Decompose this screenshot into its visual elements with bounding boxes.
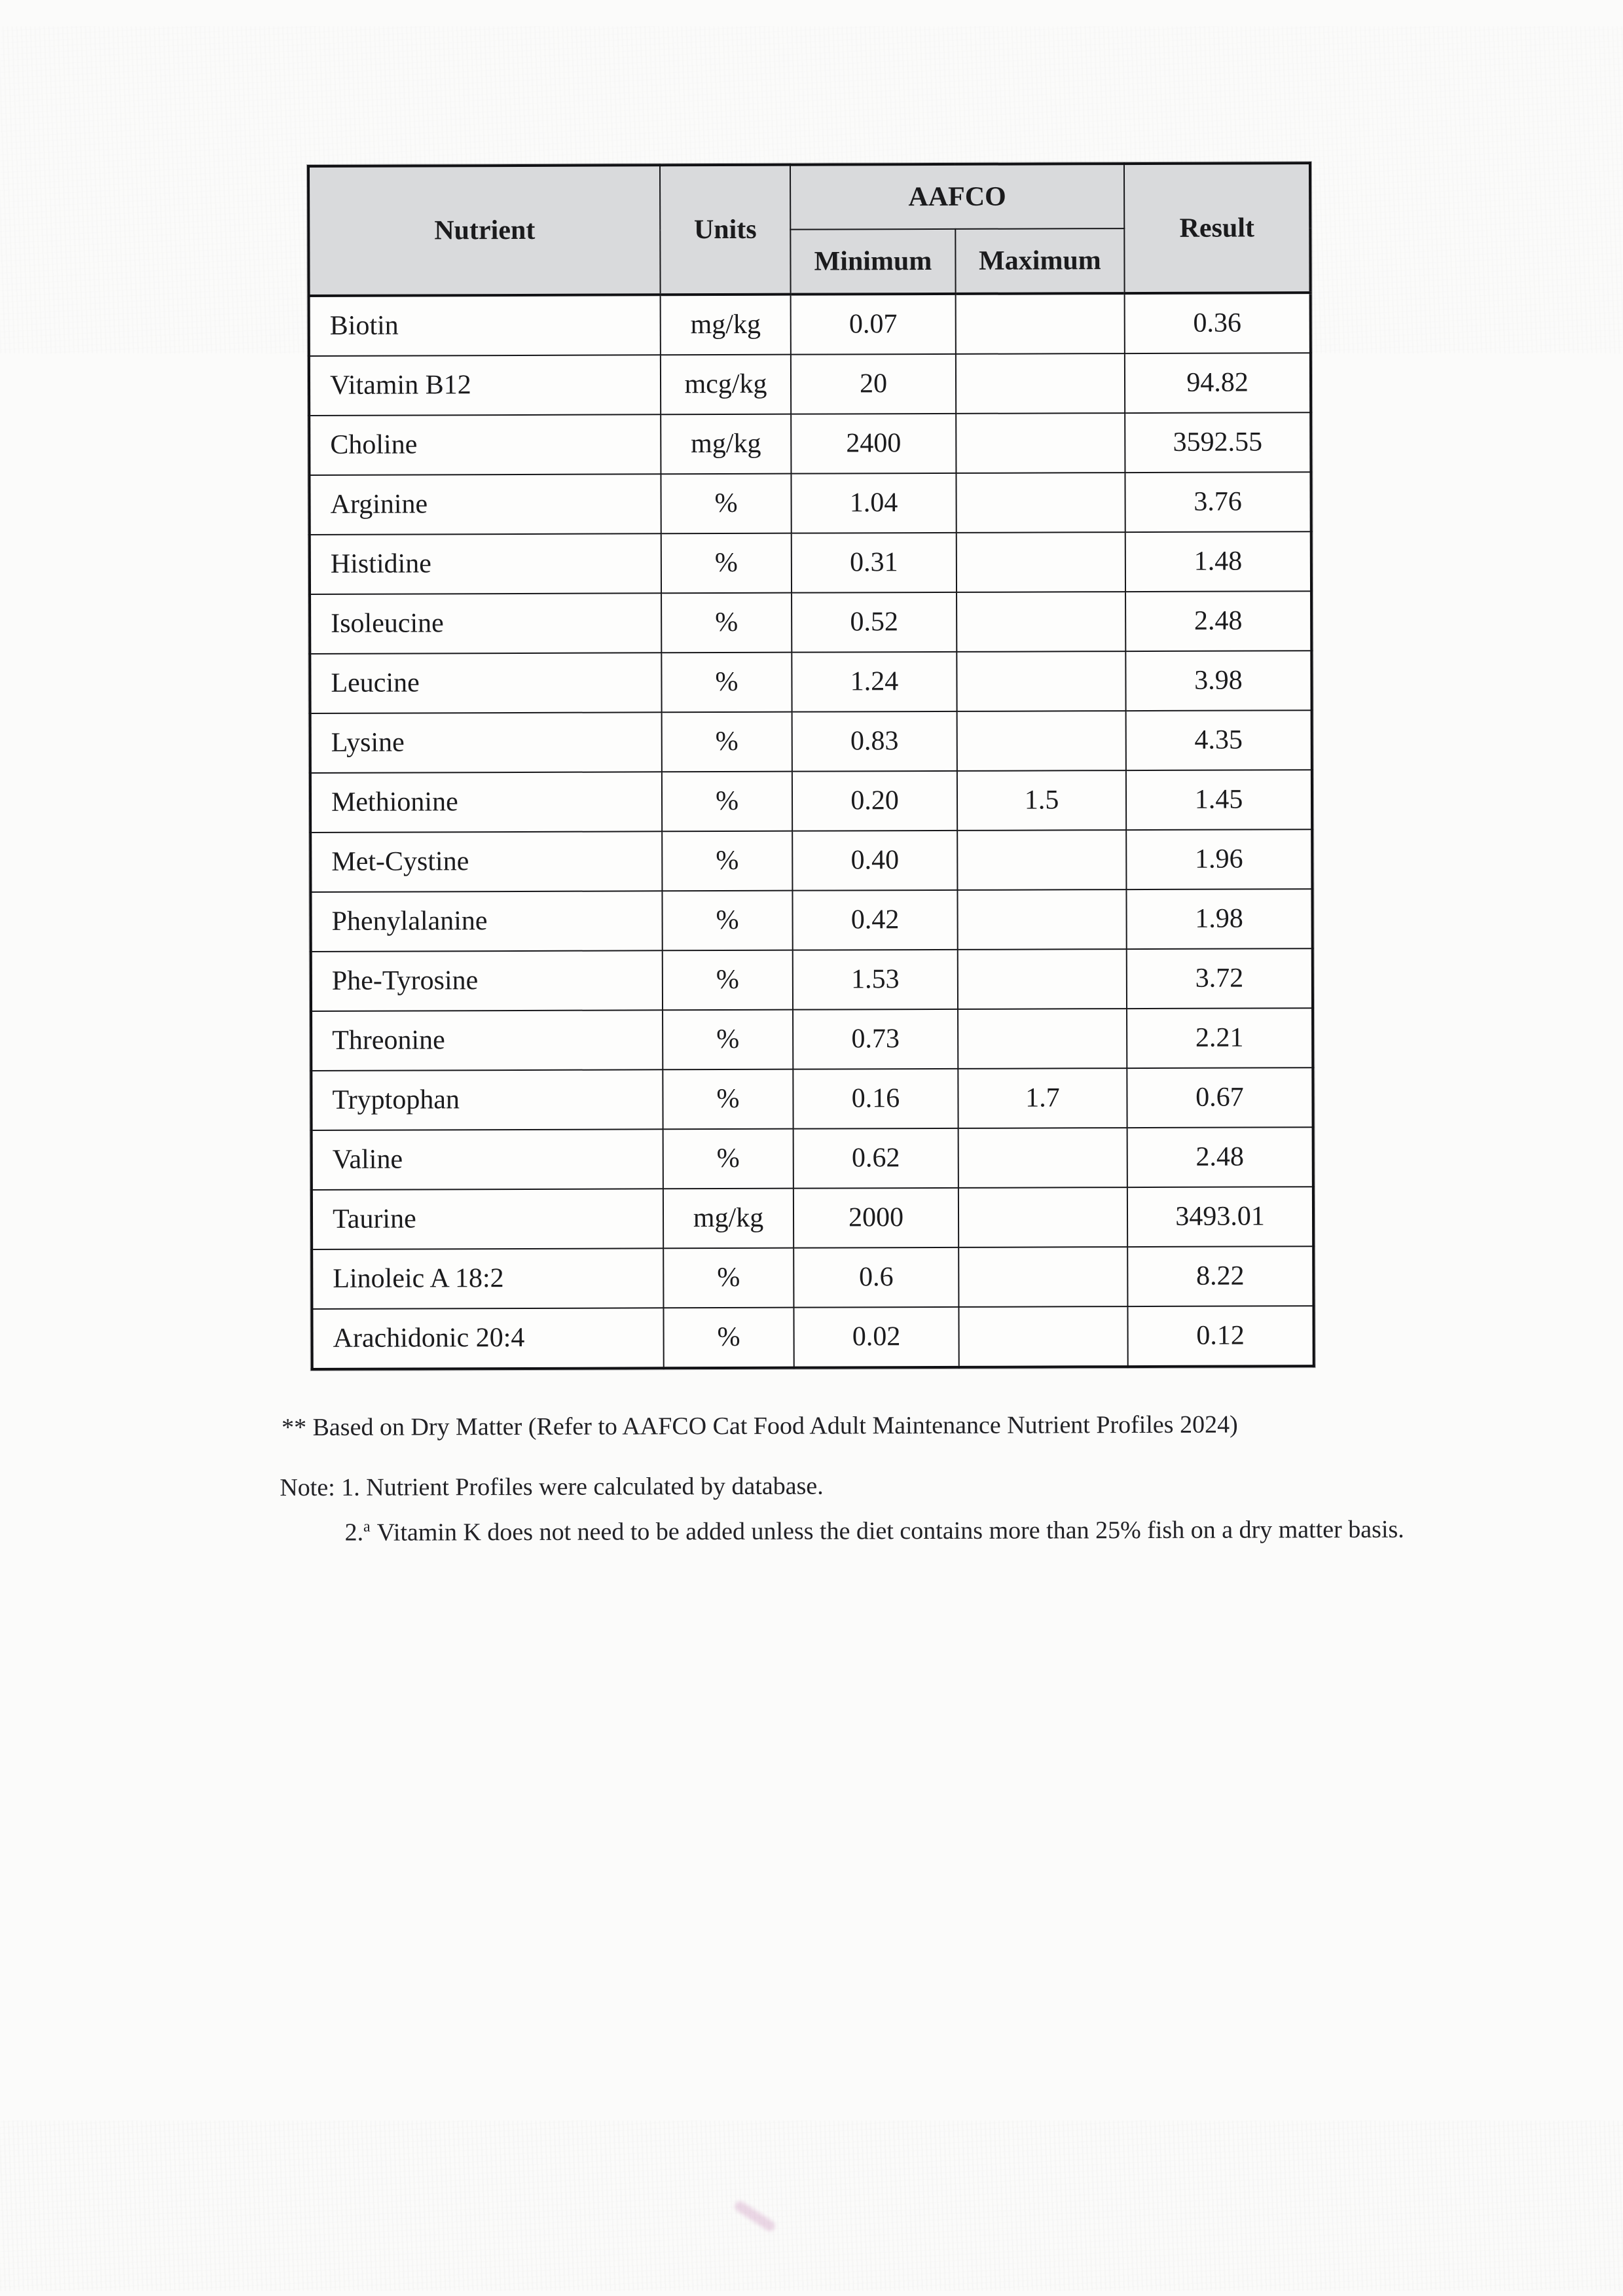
maximum-cell [957,711,1126,771]
table-row [310,829,1312,892]
result-cell: 1.48 [1125,531,1311,592]
result-cell: 3.76 [1125,472,1311,532]
result-cell: 3.98 [1125,651,1311,711]
maximum-cell [958,1187,1127,1247]
maximum-cell [956,413,1125,473]
units-cell: % [662,891,792,951]
result-cell: 2.21 [1127,1008,1313,1068]
units-cell: % [661,474,791,534]
table-row [312,1246,1313,1309]
nutrient-table [307,162,1315,1371]
maximum-cell [958,949,1127,1009]
minimum-cell: 0.83 [792,711,957,772]
table-row [310,591,1311,654]
table-row [312,1306,1313,1369]
minimum-cell: 2000 [793,1188,958,1248]
nutrient-cell: Arachidonic 20:4 [312,1308,663,1369]
header-result: Result [1124,163,1311,293]
minimum-cell: 20 [791,354,956,414]
nutrient-cell: Phenylalanine [310,891,662,952]
maximum-cell [957,830,1126,890]
footnote-note1: Note: 1. Nutrient Profiles were calculated by database. [280,1472,824,1502]
result-cell: 94.82 [1125,353,1311,413]
table-row [310,770,1312,833]
nutrient-cell: Histidine [310,533,661,594]
units-cell: % [662,772,792,832]
header-nutrient: Nutrient [308,165,661,296]
minimum-cell: 0.62 [793,1128,958,1189]
maximum-cell: 1.7 [958,1068,1127,1128]
units-cell: mcg/kg [661,355,791,415]
table-row [311,1008,1313,1071]
table-row [309,293,1311,356]
minimum-cell: 1.04 [791,473,956,533]
nutrient-cell: Valine [312,1129,663,1190]
result-cell: 2.48 [1127,1127,1313,1187]
nutrient-cell: Vitamin B12 [309,355,661,416]
maximum-cell [958,1306,1127,1367]
units-cell: % [663,1248,793,1308]
maximum-cell: 1.5 [957,770,1126,831]
nutrient-cell: Leucine [310,653,661,713]
table-row [310,651,1311,713]
result-cell: 1.45 [1126,770,1312,830]
result-cell: 3.72 [1127,948,1313,1009]
table-row [310,531,1311,594]
nutrient-cell: Threonine [311,1010,663,1071]
footnote-note2 [344,1514,1404,1549]
units-cell: % [663,950,793,1011]
result-cell: 0.36 [1125,293,1311,353]
result-cell: 2.48 [1125,591,1311,651]
units-cell: % [663,1010,793,1070]
minimum-cell: 0.31 [792,533,957,593]
nutrient-cell: Arginine [309,474,661,535]
minimum-cell: 0.40 [792,831,957,891]
header-row-top [308,163,1310,231]
nutrient-cell: Methionine [310,772,662,833]
result-cell: 3493.01 [1127,1187,1313,1247]
minimum-cell: 0.52 [792,592,957,653]
nutrient-cell: Isoleucine [310,593,661,654]
footnote-note2-superscript: a [363,1518,371,1535]
maximum-cell [957,532,1125,592]
minimum-cell: 0.07 [791,294,956,355]
nutrient-cell: Choline [309,414,661,475]
minimum-cell: 0.6 [793,1247,958,1308]
maximum-cell [958,1009,1127,1069]
nutrient-cell: Phe-Tyrosine [311,950,663,1011]
nutrient-cell: Taurine [312,1189,663,1249]
maximum-cell [956,473,1125,533]
table-row [310,889,1312,952]
units-cell: % [662,712,792,772]
units-cell: % [662,831,792,891]
footnote-dry-matter: ** Based on Dry Matter (Refer to AAFCO Cat Food Adult Maintenance Nutrient Profiles 2024) [281,1410,1238,1442]
footnote-note2-number: 2. [344,1518,364,1547]
table-row [310,710,1312,773]
units-cell: mg/kg [663,1189,793,1249]
units-cell: % [661,653,792,713]
maximum-cell [957,889,1126,950]
minimum-cell: 0.20 [792,771,957,831]
result-cell: 1.96 [1126,829,1312,889]
table-row [312,1127,1313,1190]
result-cell: 4.35 [1126,710,1312,770]
table-row [309,472,1311,535]
maximum-cell [956,353,1125,414]
header-aafco: AAFCO [790,164,1124,230]
units-cell: mg/kg [661,414,791,475]
nutrient-cell: Linoleic A 18:2 [312,1248,663,1309]
maximum-cell [957,651,1125,711]
units-cell: % [663,1069,793,1130]
minimum-cell: 1.24 [792,652,957,712]
footnote-note2-text: Vitamin K does not need to be added unless the diet contains more than 25% fish on a dry matter basis. [376,1515,1404,1547]
maximum-cell [957,592,1125,652]
units-cell: % [661,593,792,653]
table-row [311,948,1313,1011]
header-maximum: Maximum [955,228,1124,294]
nutrient-table-body [309,293,1314,1369]
units-cell: % [661,533,792,594]
units-cell: % [663,1129,793,1189]
table-row [309,353,1311,416]
minimum-cell: 0.73 [793,1009,958,1069]
minimum-cell: 1.53 [793,950,958,1010]
result-cell: 0.12 [1127,1306,1313,1367]
maximum-cell [958,1128,1127,1188]
result-cell: 0.67 [1127,1067,1313,1128]
maximum-cell [958,1247,1127,1307]
table-row [311,1067,1313,1130]
result-cell: 1.98 [1126,889,1312,949]
table-row [312,1187,1313,1249]
minimum-cell: 0.02 [793,1307,958,1368]
maximum-cell [956,293,1125,354]
minimum-cell: 2400 [791,414,956,474]
nutrient-table-header [308,163,1311,296]
nutrient-cell: Biotin [309,295,661,356]
header-minimum: Minimum [790,229,955,295]
result-cell: 3592.55 [1125,412,1311,473]
units-cell: mg/kg [661,295,791,355]
minimum-cell: 0.16 [793,1069,958,1129]
nutrient-cell: Tryptophan [311,1069,663,1130]
minimum-cell: 0.42 [792,890,957,950]
table-row [309,412,1311,475]
result-cell: 8.22 [1127,1246,1313,1306]
header-units: Units [660,165,791,295]
nutrient-cell: Met-Cystine [310,831,662,892]
units-cell: % [663,1308,793,1369]
nutrient-cell: Lysine [310,712,662,773]
